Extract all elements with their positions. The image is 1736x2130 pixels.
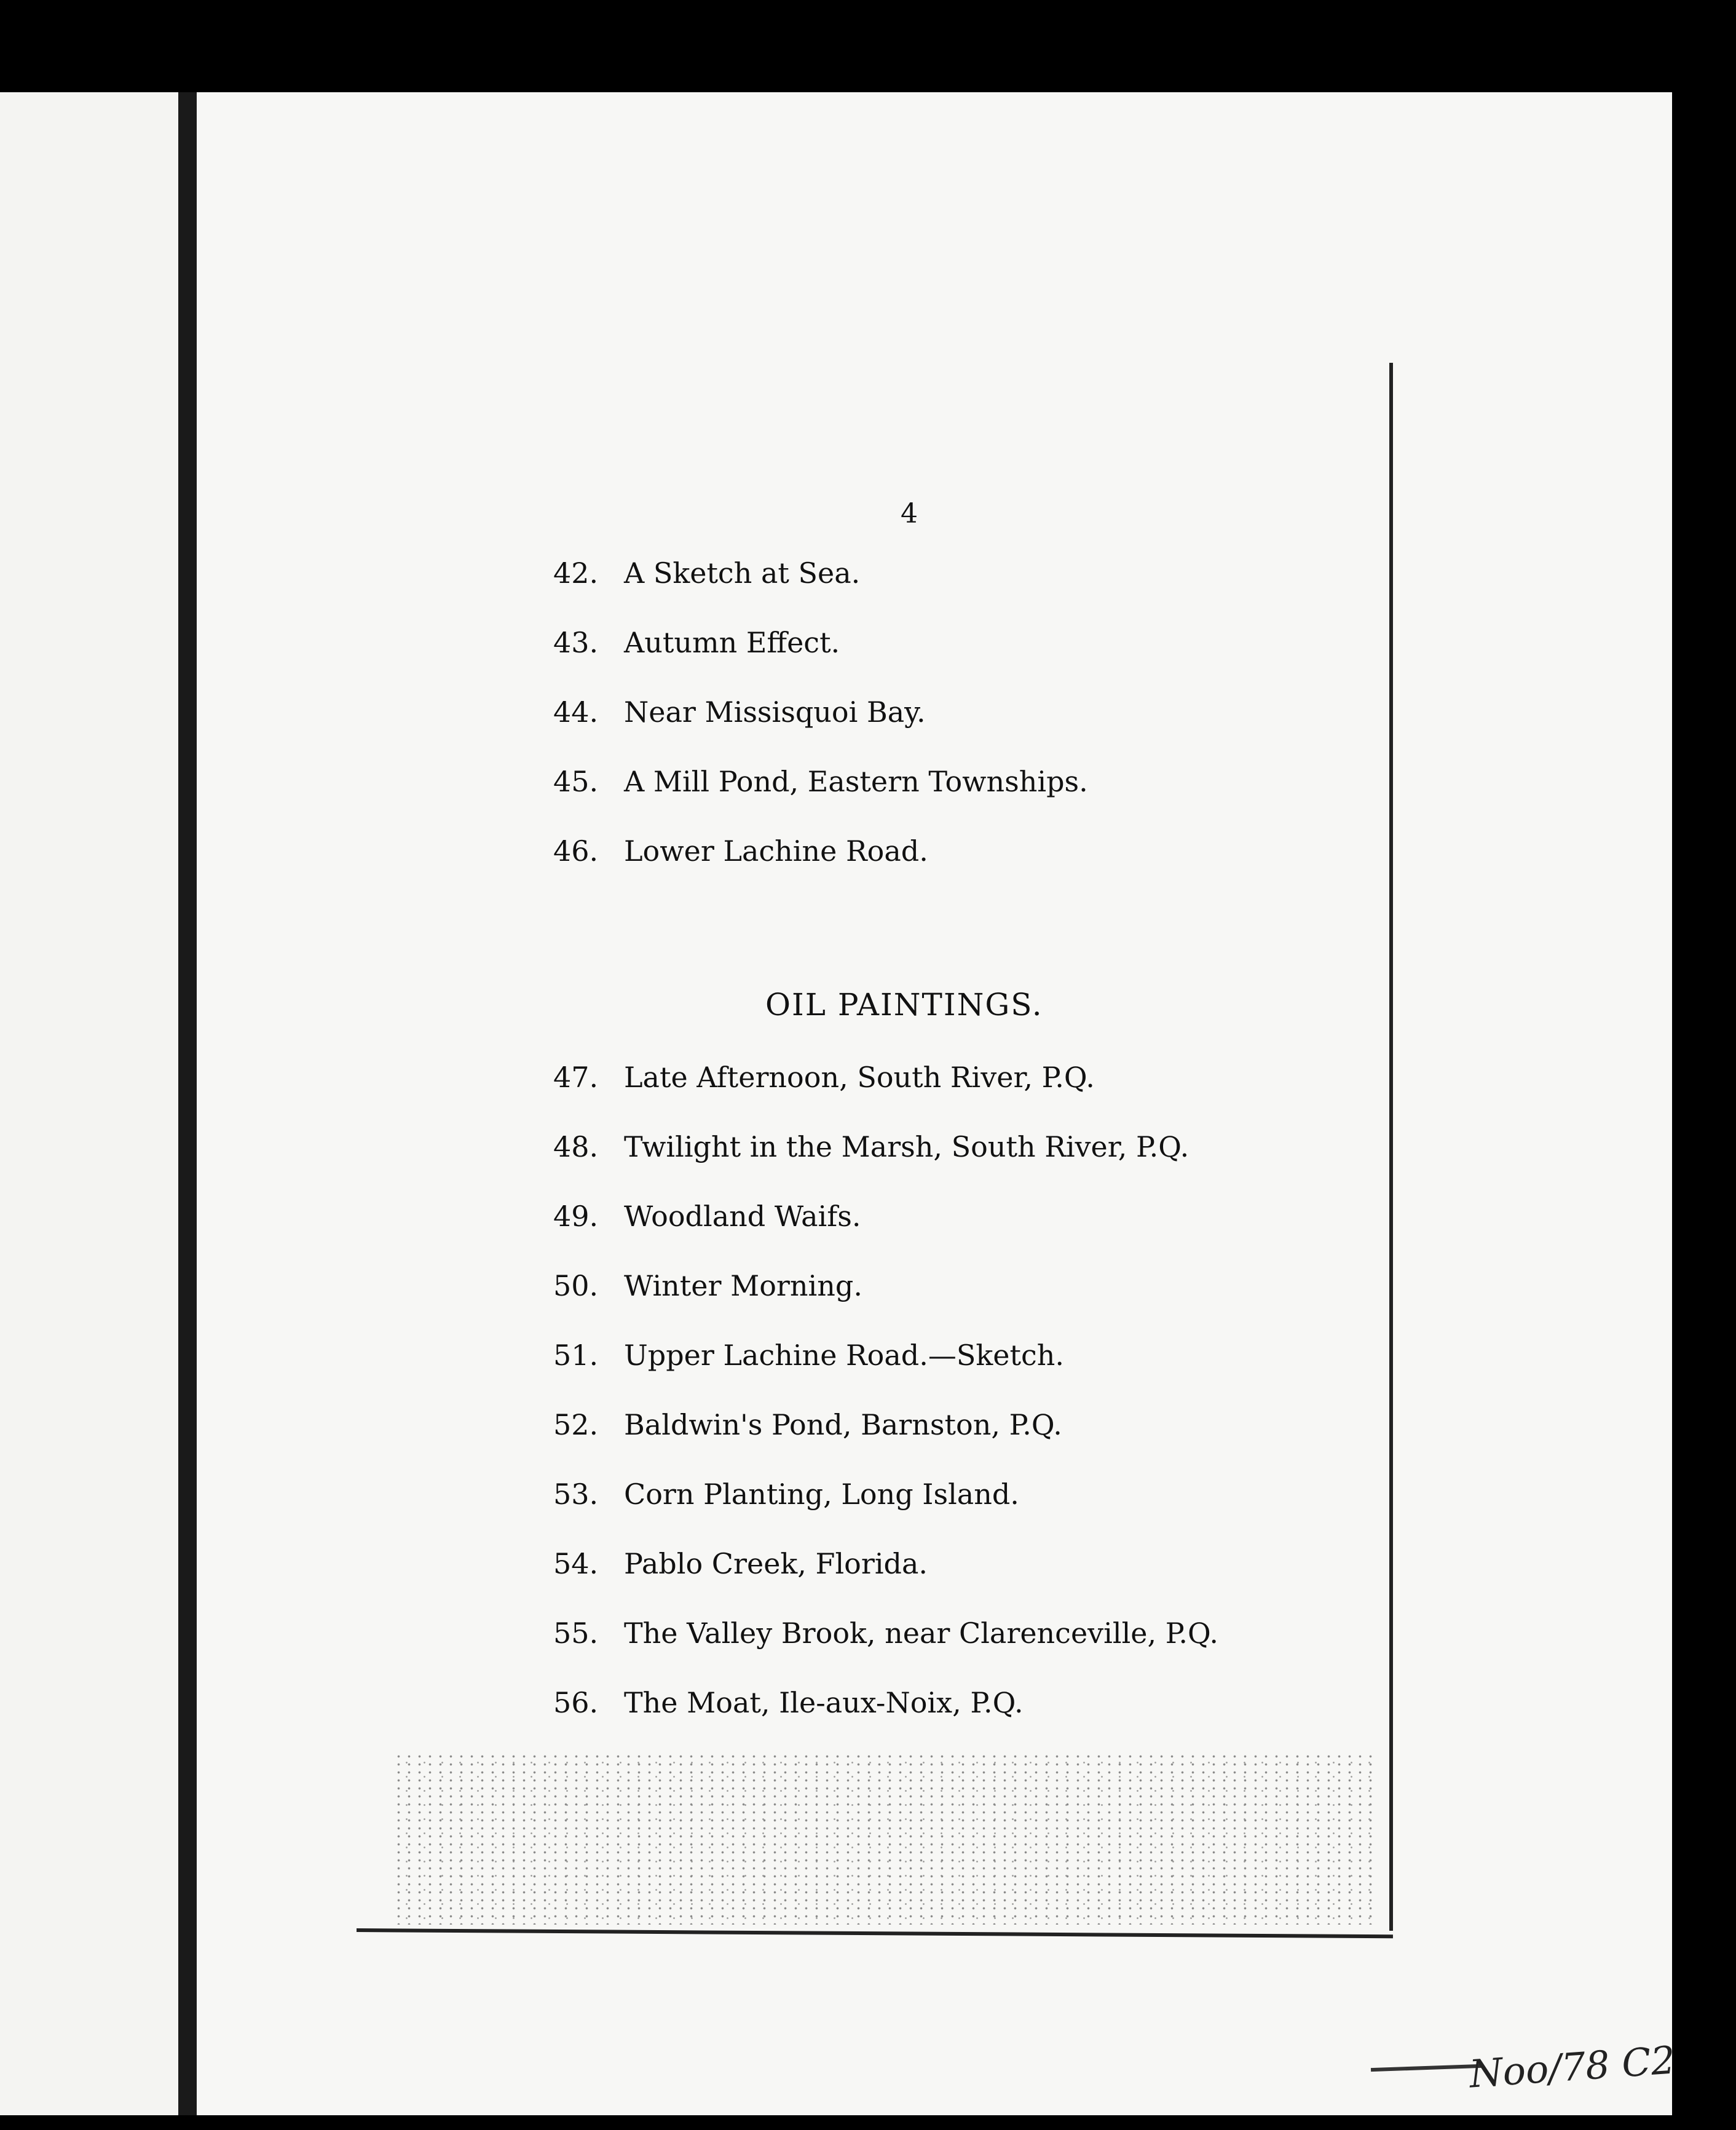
entry-title: Upper Lachine Road.—Sketch. [624,1339,1064,1372]
entry-title: Baldwin's Pond, Barnston, P.Q. [624,1408,1062,1441]
list-item [553,695,926,729]
entry-title: A Mill Pond, Eastern Townships. [624,765,1088,798]
entry-number: 52. [553,1408,599,1441]
book-gutter [178,92,197,2115]
entry-title: Woodland Waifs. [624,1200,861,1233]
entry-title: Near Missisquoi Bay. [624,695,926,729]
entry-number: 42. [553,556,599,590]
entry-number: 51. [553,1339,599,1372]
list-item [553,1269,862,1302]
entry-number: 43. [553,626,599,659]
list-item [553,1617,1218,1650]
section-heading: OIL PAINTINGS. [765,987,1043,1023]
print-speckle [393,1752,1377,1925]
list-item [553,834,928,868]
entry-number: 45. [553,765,599,798]
entry-title: Twilight in the Marsh, South River, P.Q. [624,1130,1190,1163]
list-item [553,1339,1064,1372]
list-item [553,1061,1095,1094]
entry-title: Late Afternoon, South River, P.Q. [624,1061,1095,1094]
list-item [553,1130,1189,1163]
entry-title: Autumn Effect. [624,626,840,659]
list-item [553,765,1088,798]
list-item [553,1547,928,1580]
entry-title: The Valley Brook, near Clarenceville, P.Q. [624,1617,1219,1650]
entry-title: A Sketch at Sea. [624,556,861,590]
page-number: 4 [901,498,918,529]
list-item [553,1686,1024,1719]
entry-title: Lower Lachine Road. [624,834,928,868]
left-page [0,92,178,2115]
entry-title: Winter Morning. [624,1269,862,1302]
handwritten-shelfmark: Noo/78 C2 [1467,2037,1677,2097]
entry-number: 48. [553,1130,599,1163]
list-item [553,1478,1019,1511]
frame-rule-right [1389,363,1393,1931]
entry-number: 44. [553,695,599,729]
entry-title: The Moat, Ile-aux-Noix, P.Q. [624,1686,1024,1719]
entry-number: 56. [553,1686,599,1719]
entry-number: 53. [553,1478,599,1511]
entry-number: 46. [553,834,599,868]
entry-number: 50. [553,1269,599,1302]
entry-title: Corn Planting, Long Island. [624,1478,1019,1511]
list-item [553,626,840,659]
list-item [553,556,860,590]
entry-number: 55. [553,1617,599,1650]
entry-number: 54. [553,1547,599,1580]
entry-title: Pablo Creek, Florida. [624,1547,928,1580]
entry-number: 49. [553,1200,599,1233]
right-margin [1672,92,1736,2115]
list-item [553,1408,1062,1441]
list-item [553,1200,861,1233]
entry-number: 47. [553,1061,599,1094]
